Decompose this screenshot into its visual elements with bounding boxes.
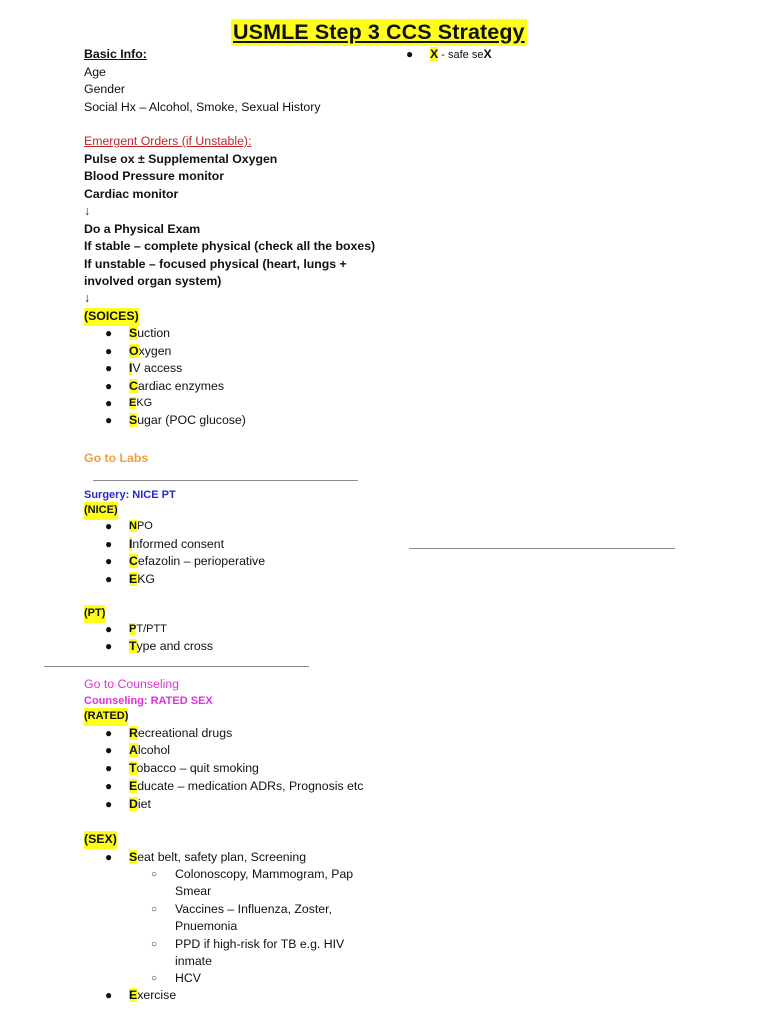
bullet-icon: ● [406,47,414,61]
item-text: xercise [137,988,177,1002]
mnemonic-initial: N [129,520,137,532]
physical-item: If stable – complete physical (check all the boxes) [84,239,376,253]
item-text: HCV [175,971,201,985]
horizontal-rule [409,548,675,549]
pt-label: (PT) [84,605,105,623]
bullet-icon: ● [105,761,113,775]
bullet-icon: ● [105,537,113,551]
mnemonic-initial: S [129,413,138,427]
mnemonic-initial: A [129,743,138,757]
item-text: efazolin – perioperative [137,554,266,568]
item-text: ecreational drugs [137,726,233,740]
mnemonic-initial: T [129,761,137,775]
mnemonic-initial: O [129,344,139,358]
mnemonic-initial: S [129,850,138,864]
item-text: KG [136,397,153,409]
item-text: V access [132,361,183,375]
mnemonic-initial: E [129,988,138,1002]
pt-item [105,638,214,656]
emergent-item: Pulse ox ± Supplemental Oxygen [84,152,278,166]
item-text: Vaccines – Influenza, Zoster, [175,902,332,916]
circle-bullet-icon: ○ [151,973,158,984]
nice-item [105,553,266,571]
pt-item [105,621,167,639]
mnemonic-initial: I [129,537,133,551]
screening-subitem [151,936,345,954]
mnemonic-initial: X [430,47,439,61]
down-arrow-icon: ↓ [84,291,91,305]
circle-bullet-icon: ○ [151,939,158,950]
mnemonic-initial: T [129,639,137,653]
item-text: nformed consent [132,537,225,551]
rated-item [105,760,259,778]
item-text: PO [136,520,153,532]
item-text: T/PTT [136,623,167,635]
circle-bullet-icon: ○ [151,869,158,880]
physical-item: involved organ system) [84,274,222,288]
soices-item [105,395,153,413]
rated-item [105,725,233,743]
mnemonic-initial: P [129,623,137,635]
item-text: ardiac enzymes [137,379,225,393]
bullet-icon: ● [105,396,113,410]
item-text: KG [137,572,155,586]
sex-label: (SEX) [84,831,117,849]
soices-item [105,325,171,343]
item-text: ype and cross [136,639,214,653]
nice-item [105,571,155,589]
basic-info-item: Age [84,65,106,79]
bullet-icon: ● [105,554,113,568]
nice-item [105,536,225,554]
nice-label: (NICE) [84,502,118,520]
item-text: xygen [138,344,172,358]
bullet-icon: ● [105,797,113,811]
item-text: Colonoscopy, Mammogram, Pap [175,867,354,881]
screening-subitem [151,901,332,919]
rated-item [105,742,171,760]
go-to-counseling-label: Go to Counseling [84,677,180,691]
counseling-heading: Counseling: RATED SEX [84,695,213,707]
bullet-icon: ● [105,988,113,1002]
mnemonic-initial: I [129,361,133,375]
emergent-item: Cardiac monitor [84,187,179,201]
item-text: eat belt, safety plan, Screening [137,850,307,864]
bullet-icon: ● [105,326,113,340]
item-text: iet [137,797,151,811]
bullet-icon: ● [105,622,113,636]
horizontal-rule [93,480,358,481]
physical-item: Do a Physical Exam [84,222,201,236]
rated-item [105,778,364,796]
item-text: Pnuemonia [175,919,238,933]
item-text: uction [137,326,171,340]
mnemonic-initial: E [129,572,138,586]
bullet-icon: ● [105,379,113,393]
go-to-labs-label: Go to Labs [84,451,149,465]
bullet-icon: ● [105,572,113,586]
mnemonic-initial: C [129,554,138,568]
bullet-text: - safe se [438,49,484,61]
soices-item [105,378,225,396]
bullet-icon: ● [105,361,113,375]
down-arrow-icon: ↓ [84,204,91,218]
physical-item: If unstable – focused physical (heart, lungs + [84,257,347,271]
basic-info-item: Gender [84,82,126,96]
mnemonic-initial: E [129,779,138,793]
bullet-text-suffix: X [483,47,492,61]
right-bullet-safe-sex [406,46,492,65]
mnemonic-initial: E [129,397,137,409]
mnemonic-initial: D [129,797,138,811]
emergent-orders-heading: Emergent Orders (if Unstable): [84,134,252,148]
screening-subitem [151,866,354,884]
item-text: lcohol [137,743,171,757]
soices-item [105,343,172,361]
bullet-icon: ● [105,413,113,427]
screening-subitem [151,970,201,988]
item-text: Smear [175,884,212,898]
item-text: inmate [175,954,212,968]
bullet-icon: ● [105,519,113,533]
bullet-icon: ● [105,639,113,653]
circle-bullet-icon: ○ [151,904,158,915]
screening-subitem-cont [175,953,212,971]
mnemonic-initial: S [129,326,138,340]
rated-label: (RATED) [84,708,128,726]
document-title: USMLE Step 3 CCS Strategy [233,20,525,44]
bullet-icon: ● [105,743,113,757]
nice-item [105,518,153,536]
soices-item [105,360,183,378]
soices-item [105,412,246,430]
emergent-item: Blood Pressure monitor [84,169,225,183]
item-text: obacco – quit smoking [136,761,259,775]
horizontal-rule [44,666,309,667]
item-text: PPD if high-risk for TB e.g. HIV [175,937,345,951]
soices-label: (SOICES) [84,308,139,326]
bullet-icon: ● [105,850,113,864]
bullet-icon: ● [105,779,113,793]
item-text: ugar (POC glucose) [137,413,246,427]
bullet-icon: ● [105,726,113,740]
mnemonic-initial: R [129,726,138,740]
mnemonic-initial: C [129,379,138,393]
sex-item [105,987,177,1005]
item-text: ducate – medication ADRs, Prognosis etc [137,779,364,793]
surgery-heading: Surgery: NICE PT [84,489,176,501]
basic-info-item: Social Hx – Alcohol, Smoke, Sexual History [84,100,321,114]
screening-subitem-cont [175,918,237,936]
rated-item [105,796,151,814]
bullet-icon: ● [105,344,113,358]
sex-item [105,849,307,867]
screening-subitem-cont [175,883,211,901]
basic-info-heading: Basic Info: [84,47,147,61]
